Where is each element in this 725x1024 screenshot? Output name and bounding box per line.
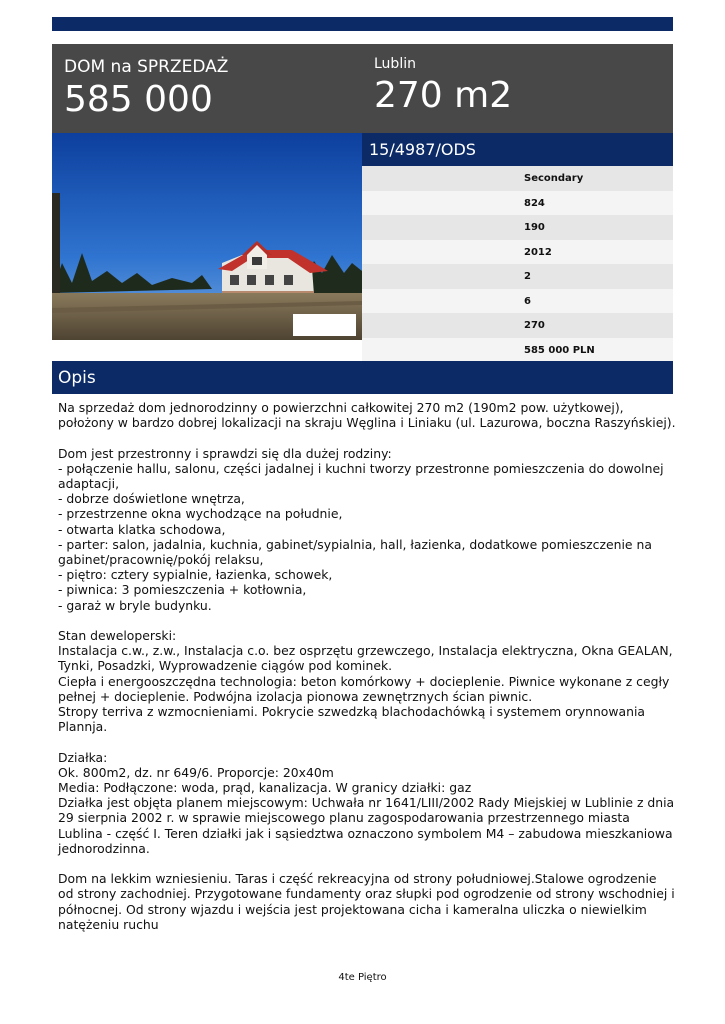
description-line: pełnej + docieplenie. Podwójna izolacja pionowa zewnętrznych ścian piwnic. bbox=[58, 688, 533, 704]
spec-row bbox=[362, 215, 673, 240]
description-line: północnej. Od strony wjazdu i wejścia jest projektowana cicha i kameralna uliczka o niewielkim bbox=[58, 901, 647, 917]
spec-row bbox=[362, 166, 673, 191]
description-line: Ok. 800m2, dz. nr 649/6. Proporcje: 20x40m bbox=[58, 764, 334, 780]
spec-value: 190 bbox=[524, 222, 545, 233]
area: 270 m2 bbox=[374, 75, 513, 116]
property-type: DOM na SPRZEDAŻ bbox=[64, 57, 229, 77]
description-line: położony w bardzo dobrej lokalizacji na skraju Węglina i Liniaku (ul. Lazurowa, boczna Raszyńskiej). bbox=[58, 415, 676, 431]
spec-row bbox=[362, 289, 673, 314]
description-line: - otwarta klatka schodowa, bbox=[58, 521, 226, 537]
spec-value: 585 000 PLN bbox=[524, 344, 595, 356]
description-line: Lublina - część I. Teren działki jak i sąsiedztwa oznaczono symbolem M4 – zabudowa mieszkaniowa bbox=[58, 825, 673, 841]
description-line: Działka: bbox=[58, 749, 108, 765]
description-line: Instalacja c.w., z.w., Instalacja c.o. bez osprzętu grzewczego, Instalacja elektryczna, Okna GEALAN, bbox=[58, 643, 673, 659]
description-paragraph bbox=[58, 871, 675, 932]
spec-value: Secondary bbox=[524, 173, 584, 184]
description-line: Dom jest przestronny i sprawdzi się dla dużej rodziny: bbox=[58, 445, 392, 461]
description-line: gabinet/pracownię/pokój relaksu, bbox=[58, 552, 264, 568]
description-line: Dom na lekkim wzniesieniu. Taras i część rekreacyjna od strony południowej.Stalowe ogrodzenie bbox=[58, 871, 657, 887]
description-line: od strony zachodniej. Przygotowane fundamenty oraz słupki pod ogrodzenie od strony wschodniej i bbox=[58, 886, 675, 902]
spec-value: 2012 bbox=[524, 246, 552, 258]
spec-row bbox=[362, 338, 673, 363]
description-line: Działka jest objęta planem miejscowym: Uchwała nr 1641/LIII/2002 Rady Miejskiej w Lublinie z dnia bbox=[58, 795, 675, 811]
description-line: - dobrze doświetlone wnętrza, bbox=[58, 491, 245, 507]
description-paragraph bbox=[58, 749, 675, 856]
reference-number: 15/4987/ODS bbox=[369, 140, 476, 159]
description-line: 29 sierpnia 2002 r. w sprawie miejscowego planu zagospodarowania przestrzennego miasta bbox=[58, 810, 630, 826]
spec-value: 824 bbox=[524, 197, 545, 209]
spec-value: 270 bbox=[524, 320, 545, 331]
price: 585 000 bbox=[64, 79, 213, 120]
description-line: - garaż w bryle budynku. bbox=[58, 597, 212, 613]
description-line: adaptacji, bbox=[58, 476, 120, 491]
description-line: - przestrzenne okna wychodzące na południe, bbox=[58, 506, 343, 522]
description-line: jednorodzinna. bbox=[58, 840, 150, 856]
description-paragraph bbox=[58, 446, 670, 613]
spec-value: 2 bbox=[524, 271, 531, 282]
spec-row bbox=[362, 240, 673, 265]
city: Lublin bbox=[374, 56, 416, 72]
footer-text: 4te Piętro bbox=[338, 972, 387, 983]
reference-bar bbox=[362, 133, 673, 166]
spec-table bbox=[362, 166, 673, 362]
header-right bbox=[374, 54, 512, 117]
description-line: - połączenie hallu, salonu, części jadalnej i kuchni tworzy przestronne pomieszczenia do dowolnej bbox=[58, 460, 664, 476]
description-line: Tynki, Posadzki, Wyprowadzenie ciągów pod kominek. bbox=[58, 658, 393, 674]
description-line: - piwnica: 3 pomieszczenia + kotłownia, bbox=[58, 582, 307, 598]
top-accent-bar bbox=[52, 17, 673, 31]
description-line: Na sprzedaż dom jednorodzinny o powierzchni całkowitej 270 m2 (190m2 pow. użytkowej), bbox=[58, 400, 624, 415]
listing-header bbox=[52, 44, 673, 133]
description-line: Media: Podłączone: woda, prąd, kanalizacja. W granicy działki: gaz bbox=[58, 780, 472, 796]
spec-row bbox=[362, 264, 673, 289]
description-line: Ciepła i energooszczędna technologia: beton komórkowy + docieplenie. Piwnice wykonane z cegły bbox=[58, 673, 670, 689]
description-paragraph bbox=[58, 400, 676, 431]
description-text bbox=[58, 400, 676, 947]
property-photo bbox=[52, 133, 362, 340]
section-title: Opis bbox=[58, 368, 96, 388]
description-line: Stan deweloperski: bbox=[58, 628, 177, 644]
description-line: - parter: salon, jadalnia, kuchnia, gabinet/sypialnia, hall, łazienka, dodatkowe pomieszczenie na bbox=[58, 536, 652, 552]
description-line: natężeniu ruchu bbox=[58, 916, 159, 932]
description-line: Plannja. bbox=[58, 719, 108, 735]
description-heading-bar bbox=[52, 361, 673, 394]
header-left bbox=[64, 56, 228, 121]
spec-row bbox=[362, 191, 673, 216]
description-paragraph bbox=[58, 628, 673, 735]
description-line: Stropy terriva z wzmocnieniami. Pokrycie szwedzką blachodachówką i systemem orynnowania bbox=[58, 704, 645, 720]
description-line: - piętro: cztery sypialnie, łazienka, schowek, bbox=[58, 567, 333, 583]
spec-row bbox=[362, 313, 673, 338]
spec-value: 6 bbox=[524, 295, 531, 307]
